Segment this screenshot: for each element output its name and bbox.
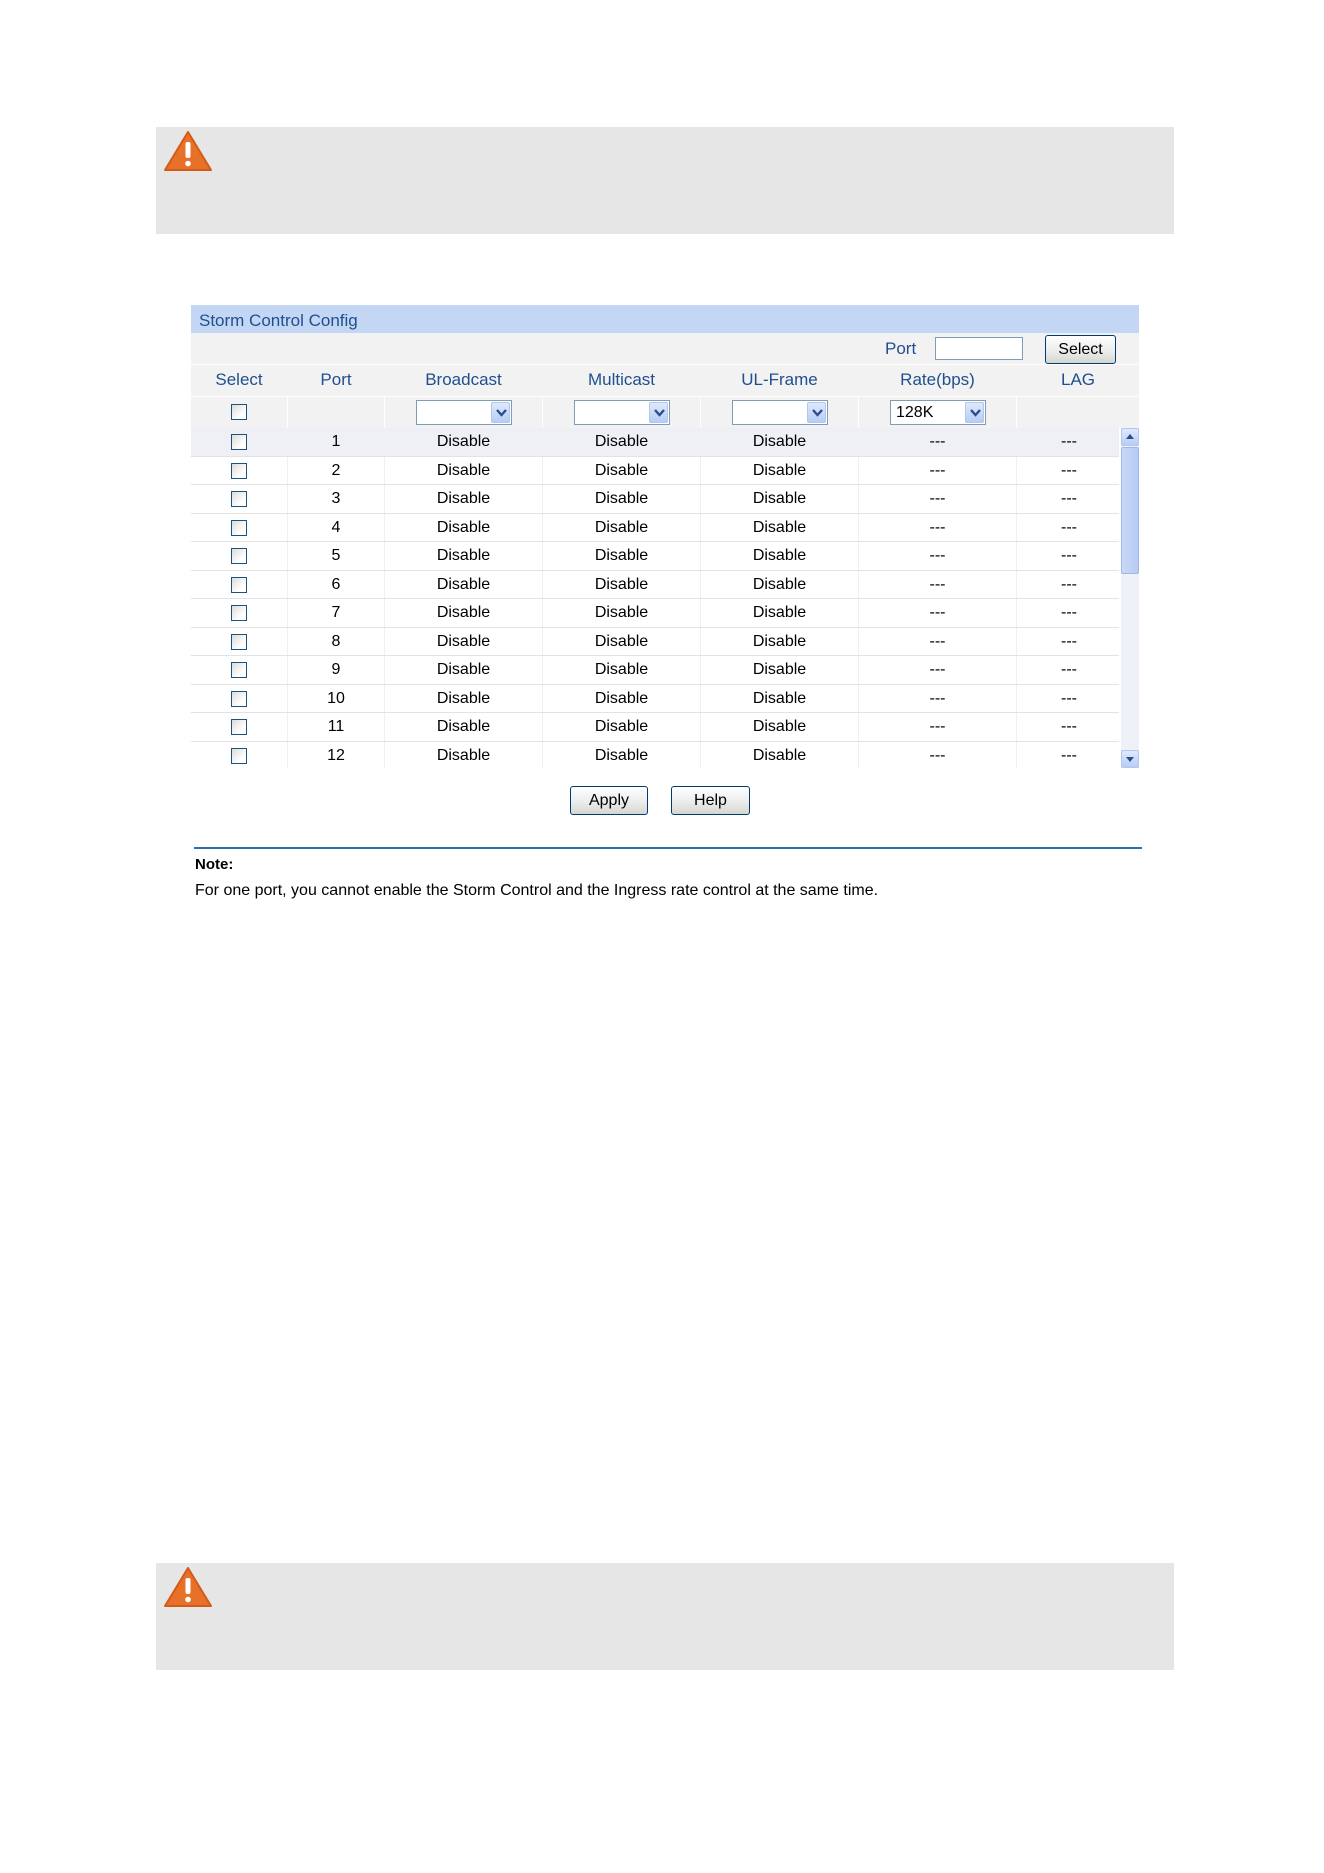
broadcast-cell: Disable (436, 461, 491, 479)
port-cell: 8 (331, 632, 341, 650)
row-select-checkbox[interactable] (231, 491, 247, 507)
port-cell: 3 (331, 490, 341, 507)
rate-dropdown[interactable] (890, 400, 986, 425)
table-row (191, 742, 1119, 769)
broadcast-cell: Disable (436, 433, 491, 450)
ulframe-cell: Disable (752, 604, 807, 621)
chevron-down-icon (491, 402, 510, 423)
lag-cell: --- (1061, 518, 1077, 536)
multicast-cell: Disable (594, 661, 649, 678)
bulk-config-row (191, 396, 1139, 428)
row-select-checkbox[interactable] (231, 577, 247, 593)
lag-cell: --- (1061, 461, 1077, 479)
lag-cell: --- (1061, 490, 1077, 507)
table-row (191, 713, 1119, 742)
help-button[interactable]: Help (671, 786, 750, 815)
port-cell: 4 (331, 518, 341, 536)
multicast-cell: Disable (594, 518, 649, 536)
row-select-checkbox[interactable] (231, 434, 247, 450)
rate-cell: --- (929, 518, 946, 536)
multicast-cell: Disable (594, 746, 649, 764)
port-cell: 2 (331, 461, 341, 479)
broadcast-cell: Disable (436, 518, 491, 536)
multicast-cell: Disable (594, 604, 649, 621)
note-divider (194, 847, 1142, 849)
scroll-down-button[interactable] (1121, 750, 1139, 768)
warning-box-top (156, 127, 1174, 234)
row-select-checkbox[interactable] (231, 548, 247, 564)
row-select-checkbox[interactable] (231, 662, 247, 678)
storm-control-panel (191, 305, 1139, 768)
column-header-port: Port (320, 370, 352, 389)
table-body (191, 428, 1139, 768)
port-cell: 9 (331, 661, 341, 678)
lag-cell: --- (1061, 718, 1077, 735)
column-header-multicast: Multicast (587, 370, 656, 389)
row-select-checkbox[interactable] (231, 719, 247, 735)
triangle-down-icon (1122, 751, 1138, 767)
rate-cell: --- (929, 433, 946, 450)
port-cell: 5 (331, 547, 341, 564)
rate-cell: --- (929, 718, 946, 735)
port-cell: 6 (331, 575, 341, 593)
multicast-cell: Disable (594, 433, 649, 450)
table-row (191, 571, 1119, 600)
lag-cell: --- (1061, 661, 1077, 678)
port-cell: 7 (331, 604, 341, 621)
row-select-checkbox[interactable] (231, 520, 247, 536)
broadcast-cell: Disable (436, 575, 491, 593)
rate-cell: --- (929, 547, 946, 564)
table-row (191, 542, 1119, 571)
table-row (191, 685, 1119, 714)
multicast-cell: Disable (594, 490, 649, 507)
chevron-down-icon (807, 402, 826, 423)
ulframe-cell: Disable (752, 518, 807, 536)
select-button[interactable]: Select (1045, 335, 1116, 364)
scroll-thumb[interactable] (1121, 447, 1139, 574)
broadcast-cell: Disable (436, 718, 491, 735)
table-header (191, 364, 1139, 396)
warning-triangle-icon (162, 129, 214, 173)
rate-cell: --- (929, 746, 946, 764)
row-select-checkbox[interactable] (231, 605, 247, 621)
ulframe-dropdown[interactable] (732, 400, 828, 425)
port-cell: 11 (327, 718, 345, 735)
rate-cell: --- (929, 490, 946, 507)
multicast-cell: Disable (594, 632, 649, 650)
table-scrollbar[interactable] (1121, 428, 1139, 768)
rate-cell: --- (929, 632, 946, 650)
table-row (191, 485, 1119, 514)
note-title: Note: (195, 856, 234, 873)
panel-title: Storm Control Config (191, 305, 1139, 333)
broadcast-cell: Disable (436, 547, 491, 564)
rate-cell: --- (929, 604, 946, 621)
chevron-down-icon (965, 402, 984, 423)
row-select-checkbox[interactable] (231, 634, 247, 650)
port-cell: 1 (331, 433, 341, 450)
chevron-down-icon (649, 402, 668, 423)
table-row (191, 457, 1119, 486)
port-label: Port (885, 339, 917, 358)
broadcast-cell: Disable (436, 746, 491, 764)
rate-dropdown-value: 128K (896, 404, 934, 421)
port-input[interactable] (935, 337, 1023, 360)
lag-cell: --- (1061, 746, 1077, 764)
broadcast-cell: Disable (436, 661, 491, 678)
scroll-up-button[interactable] (1121, 428, 1139, 446)
broadcast-dropdown[interactable] (416, 400, 512, 425)
table-row (191, 514, 1119, 543)
column-header-ulframe: UL-Frame (741, 370, 818, 389)
lag-cell: --- (1061, 604, 1077, 621)
lag-cell: --- (1061, 575, 1077, 593)
table-row (191, 628, 1119, 657)
row-select-checkbox[interactable] (231, 691, 247, 707)
column-header-rate: Rate(bps) (900, 370, 975, 389)
ulframe-cell: Disable (752, 661, 807, 678)
rate-cell: --- (929, 575, 946, 593)
row-select-checkbox[interactable] (231, 463, 247, 479)
port-rows (191, 428, 1119, 768)
port-cell: 12 (327, 746, 345, 764)
triangle-up-icon (1122, 429, 1138, 445)
ulframe-cell: Disable (752, 718, 807, 735)
broadcast-cell: Disable (436, 604, 491, 621)
ulframe-cell: Disable (752, 490, 807, 507)
row-select-checkbox[interactable] (231, 748, 247, 764)
broadcast-cell: Disable (436, 632, 491, 650)
lag-cell: --- (1061, 547, 1077, 564)
ulframe-cell: Disable (752, 433, 807, 450)
table-row (191, 656, 1119, 685)
multicast-cell: Disable (594, 718, 649, 735)
column-header-select: Select (215, 370, 263, 389)
ulframe-cell: Disable (752, 746, 807, 764)
table-row (191, 599, 1119, 628)
multicast-cell: Disable (594, 689, 649, 707)
multicast-dropdown[interactable] (574, 400, 670, 425)
apply-button[interactable]: Apply (570, 786, 648, 815)
table-row (191, 428, 1119, 457)
ulframe-cell: Disable (752, 547, 807, 564)
warning-box-bottom (156, 1563, 1174, 1670)
multicast-cell: Disable (594, 547, 649, 564)
column-header-broadcast: Broadcast (425, 370, 502, 389)
port-search-bar (191, 333, 1139, 364)
column-header-lag: LAG (1060, 370, 1096, 389)
ulframe-cell: Disable (752, 461, 807, 479)
ulframe-cell: Disable (752, 575, 807, 593)
ulframe-cell: Disable (752, 689, 807, 707)
rate-cell: --- (929, 461, 946, 479)
note-text: For one port, you cannot enable the Storm Control and the Ingress rate control at the same time. (195, 882, 879, 899)
port-cell: 10 (327, 689, 345, 707)
broadcast-cell: Disable (436, 490, 491, 507)
rate-cell: --- (929, 689, 946, 707)
rate-cell: --- (929, 661, 946, 678)
lag-cell: --- (1061, 689, 1077, 707)
warning-triangle-icon (162, 1565, 214, 1609)
broadcast-cell: Disable (436, 689, 491, 707)
select-all-checkbox[interactable] (231, 404, 247, 420)
ulframe-cell: Disable (752, 632, 807, 650)
lag-cell: --- (1061, 632, 1077, 650)
multicast-cell: Disable (594, 575, 649, 593)
multicast-cell: Disable (594, 461, 649, 479)
lag-cell: --- (1061, 433, 1077, 450)
